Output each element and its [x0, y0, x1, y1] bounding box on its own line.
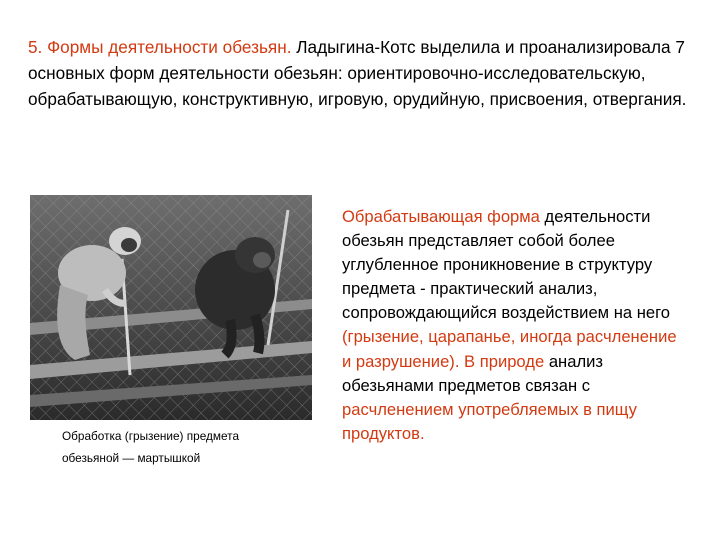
photo-caption-line1: Обработка (грызение) предмета [62, 429, 239, 443]
body-paragraph [342, 205, 687, 446]
intro-paragraph [28, 34, 698, 112]
monkey-photo [30, 195, 312, 420]
body-part5: расчленением употребляемых в пищу продуктов. [342, 399, 637, 443]
photo-caption-line2: обезьяной — мартышкой [62, 451, 201, 465]
monkey-photo-image [30, 195, 312, 420]
body-part4: анализ обезьянами предметов связан с [342, 351, 604, 395]
body-part1: Обрабатывающая форма [342, 207, 540, 226]
intro-heading: 5. Формы деятельности обезьян. [28, 37, 292, 57]
body-part3: (грызение, царапанье, иногда расчленение и разрушение). В природе [342, 327, 677, 371]
body-part2: деятельности обезьян представляет собой более углубленное проникновение в структуру предмета - практический анализ, сопровождающийся воздействием на него [342, 207, 671, 323]
photo-caption [62, 425, 302, 469]
intro-text: Ладыгина-Котс выделила и проанализировала 7 основных форм деятельности обезьян: ориентировочно-исследовательскую, обрабатывающую, конструктивную, игровую, орудийную, присвоения, отвергания. [28, 37, 687, 109]
